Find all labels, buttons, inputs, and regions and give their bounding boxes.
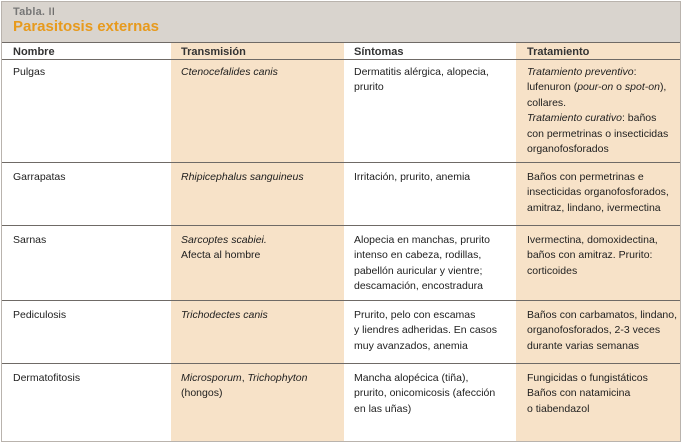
cell-line: Mancha alopécica (tiña), (354, 372, 469, 384)
cell-line: y liendres adheridas. En casos (354, 324, 497, 337)
text-fragment: : (633, 66, 637, 78)
cell-line: insecticidas organofosforados, (527, 186, 669, 199)
cell-line: Baños con natamicina (527, 387, 631, 400)
cell-line: Afecta al hombre (181, 249, 261, 262)
cell-line: collares. (527, 96, 567, 109)
cell-nombre: Pulgas (13, 66, 46, 78)
species-name: Trichophyton (247, 372, 308, 384)
header-bottom-rule (2, 59, 680, 60)
cell-line: Sarcoptes scabiei. (181, 234, 267, 246)
table-title: Parasitosis externas (13, 18, 159, 35)
pour-on-term: pour-on (577, 81, 614, 94)
cell-line (527, 65, 668, 80)
cell-line (527, 80, 668, 95)
cell-transmision: Rhipicephalus sanguineus (181, 171, 304, 183)
text-fragment: , (241, 372, 248, 384)
row-divider (2, 300, 680, 301)
cell-line: prurito (354, 81, 384, 94)
cell-line: Baños con carbamatos, lindano, (527, 309, 678, 321)
table-label-text: Tabla. (13, 6, 46, 18)
row-divider (2, 225, 680, 226)
cell-line: organofosforados, 2-3 veces (527, 324, 661, 337)
header-nombre: Nombre (13, 46, 55, 58)
header-transmision: Transmisión (181, 46, 246, 58)
cell-nombre: Sarnas (13, 234, 47, 246)
header-top-rule (2, 42, 680, 43)
cell-nombre: Garrapatas (13, 171, 66, 183)
cell-line: descamación, encostradura (354, 280, 483, 293)
cell-line: o tiabendazol (527, 402, 590, 415)
cell-tratamiento (527, 170, 669, 216)
cell-line: corticoides (527, 264, 578, 277)
spot-on-term: spot-on (624, 81, 660, 94)
cell-tratamiento (527, 233, 658, 279)
cell-line: durante varias semanas (527, 339, 640, 352)
cell-line: Ivermectina, domoxidectina, (527, 234, 658, 246)
text-fragment: lufenuron ( (527, 81, 578, 94)
cell-line: pabellón auricular y vientre; (354, 264, 483, 277)
text-fragment: : baños (621, 112, 657, 125)
cell-transmision: Trichodectes canis (181, 309, 268, 321)
curative-label: Tratamiento curativo (527, 112, 622, 125)
cell-sintomas (354, 233, 490, 295)
cell-sintomas (354, 308, 497, 354)
cell-transmision (181, 371, 307, 402)
header-tratamiento: Tratamiento (527, 46, 590, 58)
cell-sintomas (354, 65, 489, 96)
cell-nombre: Dermatofitosis (13, 372, 81, 384)
species-name: Microsporum (181, 372, 242, 384)
cell-line: muy avanzados, anemia (354, 339, 468, 352)
header-sintomas: Síntomas (354, 46, 404, 58)
cell-line: en las uñas) (354, 402, 412, 415)
cell-line: intenso en cabeza, rodillas, (354, 249, 482, 262)
row-divider (2, 162, 680, 163)
cell-sintomas: Irritación, prurito, anemia (354, 171, 471, 183)
preventive-label: Tratamiento preventivo (527, 66, 634, 78)
cell-line: Alopecia en manchas, prurito (354, 234, 490, 246)
cell-sintomas (354, 371, 495, 417)
cell-tratamiento (527, 371, 648, 417)
cell-tratamiento (527, 65, 668, 157)
cell-line: baños con amitraz. Prurito: (527, 249, 653, 262)
cell-line: Baños con permetrinas e (527, 171, 644, 183)
text-fragment: ), (659, 81, 667, 94)
cell-line (181, 371, 307, 386)
cell-nombre: Pediculosis (13, 309, 67, 321)
cell-line: (hongos) (181, 387, 223, 400)
cell-line: Dermatitis alérgica, alopecia, (354, 66, 489, 78)
cell-line: Prurito, pelo con escamas (354, 309, 476, 321)
cell-transmision: Ctenocefalides canis (181, 66, 278, 78)
table-label (13, 6, 55, 18)
cell-line (527, 111, 668, 126)
table-number: II (48, 6, 55, 18)
cell-transmision (181, 233, 267, 264)
cell-line: amitraz, lindano, ivermectina (527, 201, 661, 214)
cell-tratamiento (527, 308, 677, 354)
cell-line: organofosforados (527, 143, 609, 156)
text-fragment: o (613, 81, 625, 94)
cell-line: con permetrinas o insecticidas (527, 127, 669, 140)
table-frame (1, 1, 681, 442)
table-title-block (2, 2, 680, 42)
cell-line: Fungicidas o fungistáticos (527, 372, 648, 384)
row-divider (2, 363, 680, 364)
cell-line: prurito, onicomicosis (afección (354, 387, 496, 400)
